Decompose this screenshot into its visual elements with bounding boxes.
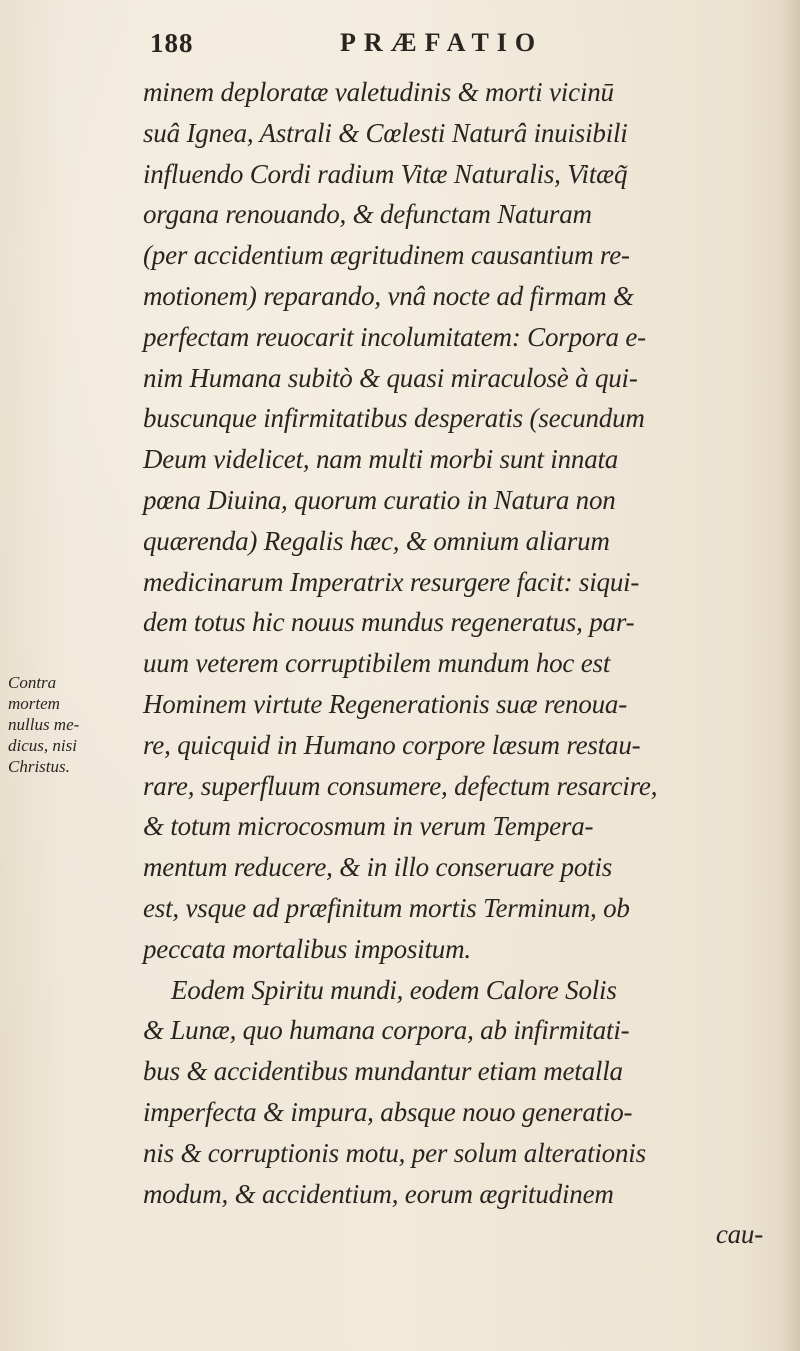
body-line: modum, & accidentium, eorum ægritudinem	[143, 1178, 614, 1209]
margin-note-line: nullus me-	[8, 715, 80, 734]
body-line: Deum videlicet, nam multi morbi sunt innata	[143, 444, 619, 475]
body-line: influendo Cordi radium Vitæ Naturalis, Vitæq̃	[143, 158, 628, 189]
body-line: peccata mortalibus impositum.	[143, 933, 471, 964]
body-line: rare, superfluum consumere, defectum resarcire,	[143, 770, 658, 801]
body-line: Hominem virtute Regenerationis suæ renoua-	[143, 688, 628, 719]
body-line: organa renouando, & defunctam Naturam	[143, 199, 592, 230]
page-header	[150, 28, 710, 68]
body-line: perfectam reuocarit incolumitatem: Corpora e-	[143, 321, 646, 352]
margin-note-line: Christus.	[8, 757, 70, 776]
page-edge-shadow	[782, 0, 800, 1351]
margin-note-line: dicus, nisi	[8, 736, 77, 755]
body-line: mentum reducere, & in illo conseruare potis	[143, 852, 613, 883]
running-head: PRÆFATIO	[340, 28, 544, 57]
margin-note-line: mortem	[8, 694, 60, 713]
paragraph-start-line: Eodem Spiritu mundi, eodem Calore Solis	[171, 974, 617, 1005]
body-line: uum veterem corruptibilem mundum hoc est	[143, 648, 611, 679]
page-number: 188	[150, 28, 194, 58]
body-line: buscunque infirmitatibus desperatis (secundum	[143, 403, 645, 434]
body-line: bus & accidentibus mundantur etiam metalla	[143, 1056, 623, 1087]
body-line: suâ Ignea, Astrali & Cœlesti Naturâ inuisibili	[143, 117, 628, 148]
body-line: nim Humana subitò & quasi miraculosè à qui-	[143, 362, 638, 393]
body-line: medicinarum Imperatrix resurgere facit: siqui-	[143, 566, 640, 597]
body-line: re, quicquid in Humano corpore læsum restau-	[143, 729, 641, 760]
body-line: & Lunæ, quo humana corpora, ab infirmitati-	[143, 1015, 630, 1046]
body-line: & totum microcosmum in verum Tempera-	[143, 811, 594, 842]
catchword: cau-	[715, 1219, 763, 1250]
body-text	[143, 72, 783, 1255]
body-line: est, vsque ad præfinitum mortis Terminum, ob	[143, 892, 630, 923]
body-line: quærenda) Regalis hæc, & omnium aliarum	[143, 525, 610, 556]
margin-note-line: Contra	[8, 673, 57, 692]
body-line: imperfecta & impura, absque nouo generatio-	[143, 1096, 633, 1127]
body-line: nis & corruptionis motu, per solum alterationis	[143, 1137, 646, 1168]
margin-note	[8, 672, 138, 777]
body-line: dem totus hic nouus mundus regeneratus, par-	[143, 607, 635, 638]
body-line: minem deploratæ valetudinis & morti vicinū	[143, 77, 614, 107]
body-line: pœna Diuina, quorum curatio in Natura non	[143, 484, 616, 515]
body-line: (per accidentium ægritudinem causantium re-	[143, 240, 630, 271]
body-line: motionem) reparando, vnâ nocte ad firmam &	[143, 280, 634, 311]
